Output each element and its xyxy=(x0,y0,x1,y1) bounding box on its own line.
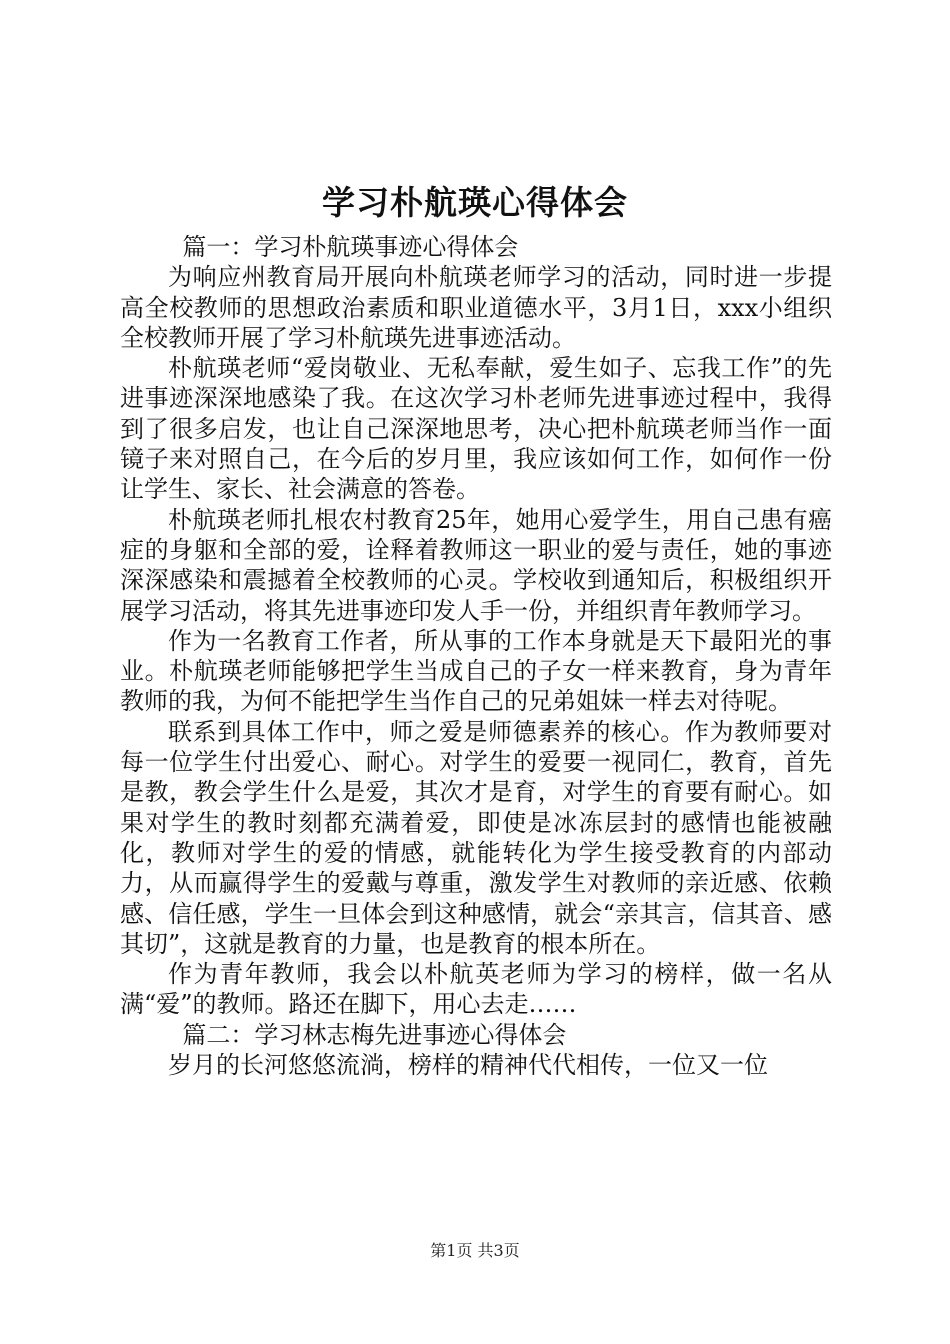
body-paragraph: 岁月的长河悠悠流淌，榜样的精神代代相传，一位又一位 xyxy=(168,1051,768,1080)
document-title: 学习朴航瑛心得体会 xyxy=(322,183,628,222)
body-paragraph: 为响应州教育局开展向朴航瑛老师学习的活动，同时进一步提高全校教师的思想政治素质和职业道德水平，3月1日，xxx小组织全校教师开展了学习朴航瑛先进事迹活动。 xyxy=(120,263,832,352)
document-body xyxy=(120,232,832,1080)
page-number-footer: 第1页 共3页 xyxy=(430,1241,520,1260)
body-paragraph: 作为一名教育工作者，所从事的工作本身就是天下最阳光的事业。朴航瑛老师能够把学生当成自己的子女一样来教育，身为青年教师的我，为何不能把学生当作自己的兄弟姐妹一样去对待呢。 xyxy=(120,626,832,716)
body-paragraph: 朴航瑛老师扎根农村教育25年，她用心爱学生，用自己患有癌症的身躯和全部的爱，诠释着教师这一职业的爱与责任，她的事迹深深感染和震撼着全校教师的心灵。学校收到通知后，积极组织开展学习活动，将其先进事迹印发人手一份，并组织青年教师学习。 xyxy=(120,505,832,625)
section-heading: 篇一：学习朴航瑛事迹心得体会 xyxy=(182,233,519,261)
body-paragraph: 朴航瑛老师“爱岗敬业、无私奉献，爱生如子、忘我工作”的先进事迹深深地感染了我。在这次学习朴老师先进事迹过程中，我得到了很多启发，也让自己深深地思考，决心把朴航瑛老师当作一面镜子来对照自己，在今后的岁月里，我应该如何工作，如何作一份让学生、家长、社会满意的答卷。 xyxy=(120,354,832,504)
body-paragraph: 作为青年教师，我会以朴航英老师为学习的榜样，做一名从满“爱”的教师。路还在脚下，用心去走…… xyxy=(120,960,832,1019)
body-paragraph: 联系到具体工作中，师之爱是师德素养的核心。作为教师要对每一位学生付出爱心、耐心。对学生的爱要一视同仁，教育，首先是教，教会学生什么是爱，其次才是育，对学生的育要有耐心。如果对学生的教时刻都充满着爱，即使是冰冻层封的感情也能被融化，教师对学生的爱的情感，就能转化为学生接受教育的内部动力，从而赢得学生的爱戴与尊重，激发学生对教师的亲近感、依赖感、信任感，学生一旦体会到这种感情，就会“亲其言，信其音、感其切”，这就是教育的力量，也是教育的根本所在。 xyxy=(120,717,832,958)
section-heading: 篇二：学习林志梅先进事迹心得体会 xyxy=(182,1020,567,1049)
